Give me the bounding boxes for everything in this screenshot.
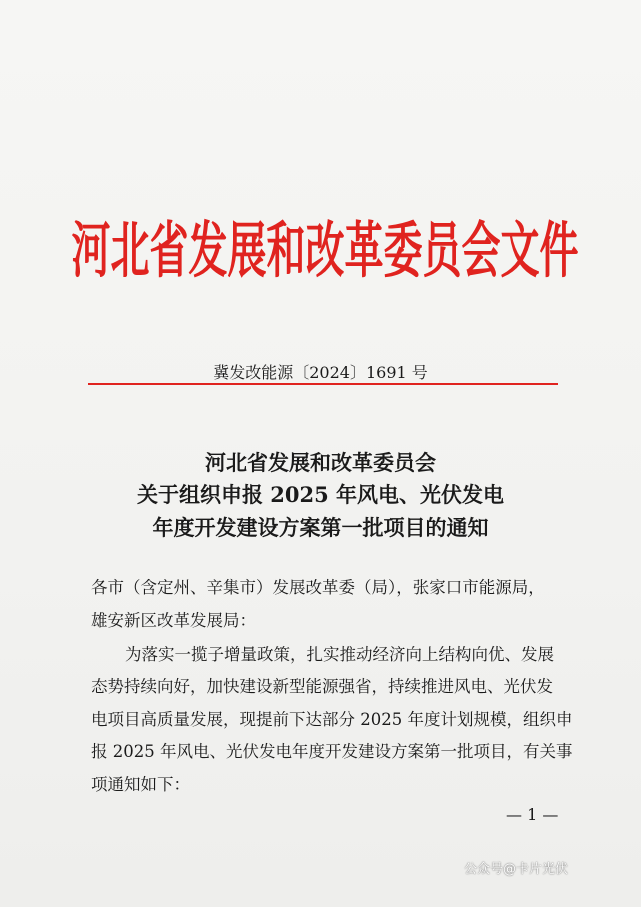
paragraph-line-3: 电项目高质量发展，现提前下达部分 2025 年度计划规模，组织申	[91, 710, 573, 729]
notice-title-line-2: 关于组织申报 2025 年风电、光伏发电	[136, 482, 505, 507]
document-number: 冀发改能源〔2024〕1691 号	[213, 363, 428, 382]
addressee-line-1: 各市（含定州、辛集市）发展改革委（局），张家口市能源局，	[91, 578, 545, 597]
red-divider-line	[88, 383, 558, 385]
document-header-title: 河北省发展和改革委员会文件	[71, 216, 579, 287]
paragraph-line-1: 为落实一揽子增量政策，扎实推动经济向上结构向优、发展	[125, 645, 554, 664]
addressee-line-2: 雄安新区改革发展局：	[91, 611, 256, 630]
notice-title-line-3: 年度开发建设方案第一批项目的通知	[152, 515, 489, 540]
paragraph-line-2: 态势持续向好，加快建设新型能源强省，持续推进风电、光伏发	[91, 677, 553, 696]
page-number: — 1 —	[506, 805, 559, 824]
watermark-text: 公众号@卡片光伏	[464, 862, 569, 877]
notice-title-line-1: 河北省发展和改革委员会	[205, 450, 436, 475]
paragraph-line-5: 项通知如下：	[91, 775, 190, 794]
paragraph-line-4: 报 2025 年风电、光伏发电年度开发建设方案第一批项目，有关事	[91, 742, 573, 761]
